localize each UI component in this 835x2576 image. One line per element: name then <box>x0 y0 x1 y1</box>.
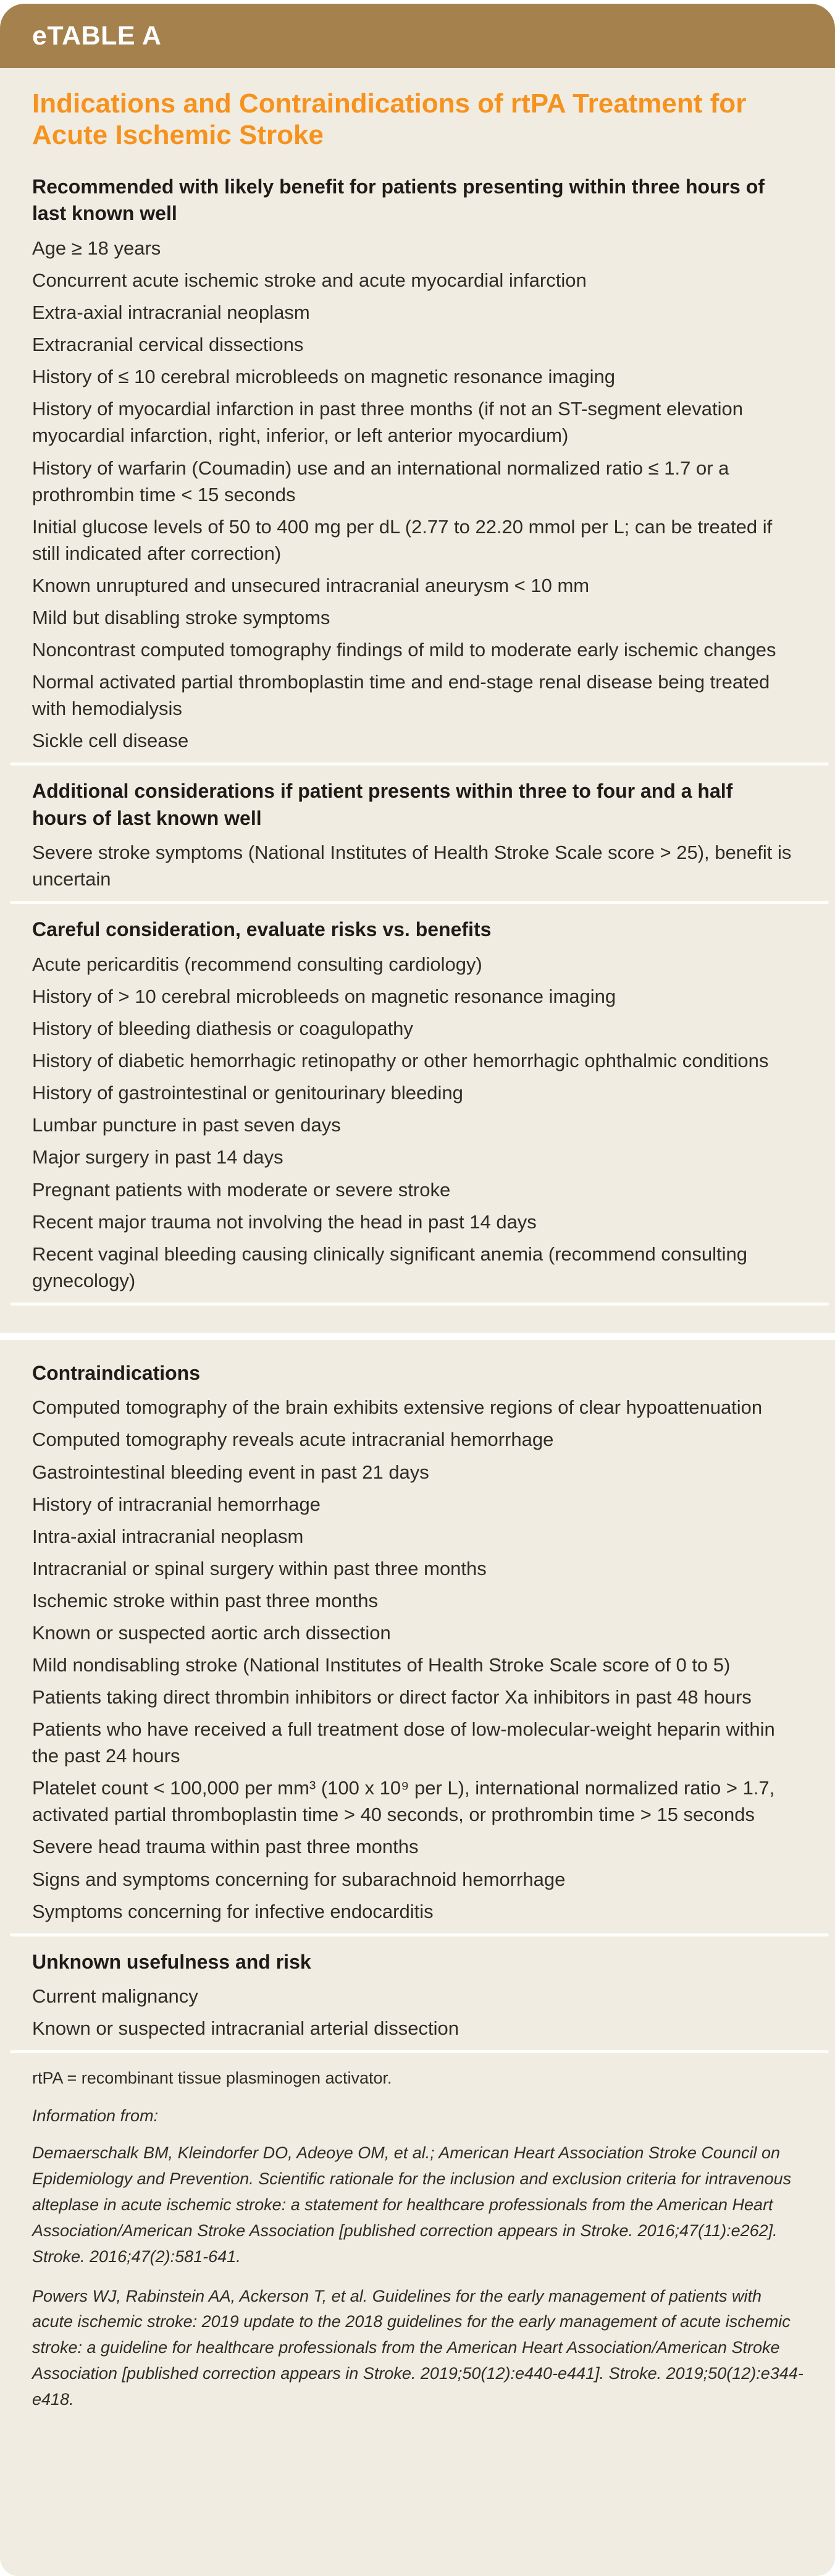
contraindications-card <box>0 1340 835 2576</box>
list-item: Patients who have received a full treatment dose of low-molecular-weight heparin within the past 24 hours <box>32 1718 775 1767</box>
list-item: Normal activated partial thromboplastin time and end-stage renal disease being treated with hemodialysis <box>32 671 770 720</box>
list-item: Severe stroke symptoms (National Institutes of Health Stroke Scale score > 25), benefit is uncertain <box>32 842 792 890</box>
section-divider <box>10 762 829 766</box>
section-unknown-usefulness <box>32 1949 807 2042</box>
list-item: Platelet count < 100,000 per mm³ (100 x 10⁹ per L), international normalized ratio > 1.7, activated partial thromboplastin time > 40 seconds, or prothrombin time > 15 seconds <box>32 1777 775 1826</box>
list-item: Extra-axial intracranial neoplasm <box>32 302 310 324</box>
section-careful-consideration <box>32 916 807 1293</box>
list-item: History of > 10 cerebral microbleeds on magnetic resonance imaging <box>32 986 616 1008</box>
list-item: Recent major trauma not involving the head in past 14 days <box>32 1210 537 1233</box>
list-item: History of bleeding diathesis or coagulopathy <box>32 1018 413 1040</box>
list-item: History of diabetic hemorrhagic retinopathy or other hemorrhagic ophthalmic conditions <box>32 1050 769 1072</box>
list-item: History of warfarin (Coumadin) use and an international normalized ratio ≤ 1.7 or a prothrombin time < 15 seconds <box>32 457 729 505</box>
list-item: Current malignancy <box>32 1985 198 2008</box>
list-item: Intra-axial intracranial neoplasm <box>32 1525 304 1547</box>
abbreviation-note: rtPA = recombinant tissue plasminogen activator. <box>32 2069 392 2088</box>
reference-citation: Powers WJ, Rabinstein AA, Ackerson T, et al. Guidelines for the early management of patients with acute ischemic stroke: 2019 update to the 2018 guidelines for the early management of acute ischemic stroke: a guideline for healthcare professionals from the American Heart Association/American Stroke Association [published correction appears in Stroke. 2019;50(12):e440-e441]. Stroke. 2019;50(12):e344-e418. <box>32 2286 804 2409</box>
section-divider <box>10 2050 829 2053</box>
list-item: Mild nondisabling stroke (National Institutes of Health Stroke Scale score of 0 to 5) <box>32 1654 731 1676</box>
list-item: Sickle cell disease <box>32 730 189 752</box>
list-item: Symptoms concerning for infective endocarditis <box>32 1900 434 1922</box>
list-item: Noncontrast computed tomography findings of mild to moderate early ischemic changes <box>32 638 776 661</box>
section-additional-considerations <box>32 778 807 892</box>
list-item: Pregnant patients with moderate or severe stroke <box>32 1178 451 1201</box>
table-header-bar <box>0 4 835 68</box>
list-item: Age ≥ 18 years <box>32 237 161 259</box>
section-heading-careful: Careful consideration, evaluate risks vs. benefits <box>32 918 492 941</box>
list-item: History of gastrointestinal or genitourinary bleeding <box>32 1082 463 1104</box>
section-divider <box>10 1933 829 1936</box>
table-label: eTABLE A <box>32 20 162 51</box>
list-item: Recent vaginal bleeding causing clinically significant anemia (recommend consulting gynecology) <box>32 1243 747 1291</box>
list-item: Concurrent acute ischemic stroke and acute myocardial infarction <box>32 269 587 292</box>
list-item: Gastrointestinal bleeding event in past 21 days <box>32 1461 429 1483</box>
section-heading-unknown: Unknown usefulness and risk <box>32 1950 311 1973</box>
list-item: Computed tomography of the brain exhibits extensive regions of clear hypoattenuation <box>32 1396 763 1419</box>
list-item: Known unruptured and unsecured intracranial aneurysm < 10 mm <box>32 574 590 596</box>
section-recommended <box>32 174 807 754</box>
table-title: Indications and Contraindications of rtPA Treatment for Acute Ischemic Stroke <box>32 88 747 151</box>
list-item: Patients taking direct thrombin inhibitors or direct factor Xa inhibitors in past 48 hours <box>32 1686 752 1708</box>
reference-citation: Demaerschalk BM, Kleindorfer DO, Adeoye OM, et al.; American Heart Association Stroke Council on Epidemiology and Prevention. Scientific rationale for the inclusion and exclusion criteria for intravenous alteplase in acute ischemic stroke: a statement for healthcare professionals from the American Heart Association/American Stroke Association [published correction appears in Stroke. 2016;47(11):e262]. Stroke. 2016;47(2):581-641. <box>32 2143 792 2266</box>
list-item: Signs and symptoms concerning for subarachnoid hemorrhage <box>32 1868 566 1890</box>
section-divider <box>10 901 829 904</box>
list-item: Severe head trauma within past three months <box>32 1836 419 1858</box>
list-item: Mild but disabling stroke symptoms <box>32 606 330 628</box>
list-item: Lumbar puncture in past seven days <box>32 1114 341 1136</box>
list-item: History of ≤ 10 cerebral microbleeds on magnetic resonance imaging <box>32 366 616 388</box>
section-divider <box>10 1303 829 1306</box>
list-item: Acute pericarditis (recommend consulting cardiology) <box>32 953 482 975</box>
list-item: History of intracranial hemorrhage <box>32 1493 321 1515</box>
list-item: Known or suspected intracranial arterial dissection <box>32 2017 459 2040</box>
list-item: Computed tomography reveals acute intracranial hemorrhage <box>32 1429 554 1451</box>
list-item: History of myocardial infarction in past three months (if not an ST-segment elevation myocardial infarction, right, inferior, or left anterior myocardium) <box>32 398 743 447</box>
section-contraindications <box>32 1360 807 1925</box>
section-heading-recommended: Recommended with likely benefit for patients presenting within three hours of last known well <box>32 175 765 225</box>
card-gap <box>0 1333 835 1340</box>
list-item: Known or suspected aortic arch dissection <box>32 1621 391 1644</box>
section-heading-additional: Additional considerations if patient presents within three to four and a half hours of last known well <box>32 780 733 829</box>
list-item: Extracranial cervical dissections <box>32 334 304 356</box>
section-heading-contraindications: Contraindications <box>32 1361 201 1384</box>
list-item: Initial glucose levels of 50 to 400 mg per dL (2.77 to 22.20 mmol per L; can be treated if still indicated after correction) <box>32 515 773 564</box>
list-item: Major surgery in past 14 days <box>32 1146 283 1168</box>
list-item: Intracranial or spinal surgery within past three months <box>32 1557 487 1579</box>
indications-card <box>0 68 835 1333</box>
information-from-label: Information from: <box>32 2106 159 2125</box>
list-item: Ischemic stroke within past three months <box>32 1589 378 1611</box>
footnotes <box>32 2066 807 2412</box>
